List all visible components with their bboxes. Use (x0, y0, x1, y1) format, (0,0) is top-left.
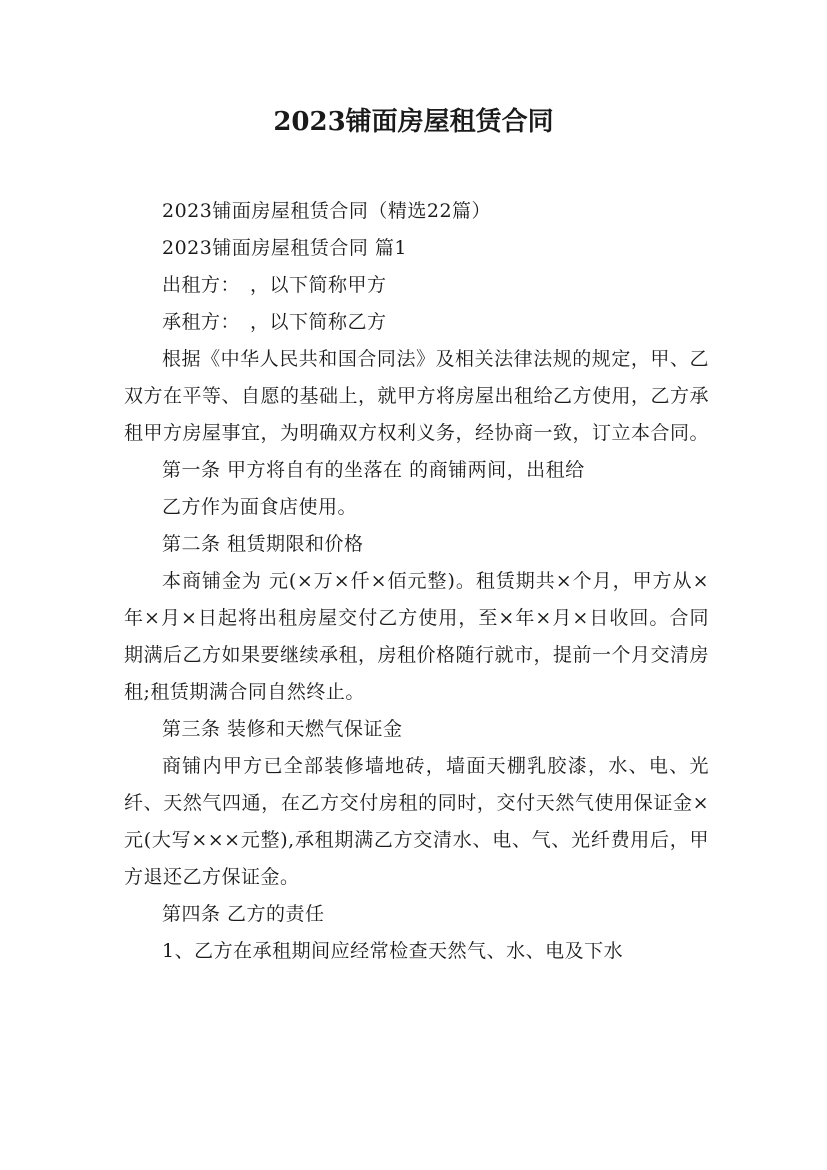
paragraph-article-2-body: 本商铺金为 元(×万×仟×佰元整)。租赁期共×个月，甲方从×年×月×日起将出租房屋交付乙方使用，至×年×月×日收回。合同期满后乙方如果要继续承租，房租价格随行就市，提前一个月交清房租;租赁期满合同自然终止。 (124, 570, 710, 703)
paragraph-lessor: 出租方： ，以下简称甲方 (162, 274, 387, 296)
paragraph-article-3-heading: 第三条 装修和天燃气保证金 (162, 718, 403, 740)
paragraph-article-3-body: 商铺内甲方已全部装修墙地砖，墙面天棚乳胶漆，水、电、光纤、天然气四通，在乙方交付房租的同时，交付天然气使用保证金×元(大写×××元整),承租期满乙方交清水、电、气、光纤费用后，甲方退还乙方保证金。 (124, 755, 709, 888)
document-title: 2023铺面房屋租赁合同 (273, 107, 554, 137)
paragraph-article-4-heading: 第四条 乙方的责任 (162, 903, 325, 925)
paragraph-section-heading: 2023铺面房屋租赁合同 篇1 (162, 237, 407, 259)
paragraph-article-2-heading: 第二条 租赁期限和价格 (162, 533, 364, 555)
document-body (124, 193, 709, 970)
paragraph-subtitle: 2023铺面房屋租赁合同（精选22篇） (162, 200, 492, 222)
paragraph-lessee: 承租方： ，以下简称乙方 (162, 311, 387, 333)
paragraph-preamble: 根据《中华人民共和国合同法》及相关法律法规的规定，甲、乙双方在平等、自愿的基础上，就甲方将房屋出租给乙方使用，乙方承租甲方房屋事宜，为明确双方权利义务，经协商一致，订立本合同。 (124, 348, 710, 444)
paragraph-article-1-cont: 乙方作为面食店使用。 (162, 496, 358, 518)
paragraph-article-4-item-1: 1、乙方在承租期间应经常检查天然气、水、电及下水 (162, 940, 624, 962)
paragraph-article-1: 第一条 甲方将自有的坐落在 的商铺两间，出租给 (162, 459, 585, 481)
